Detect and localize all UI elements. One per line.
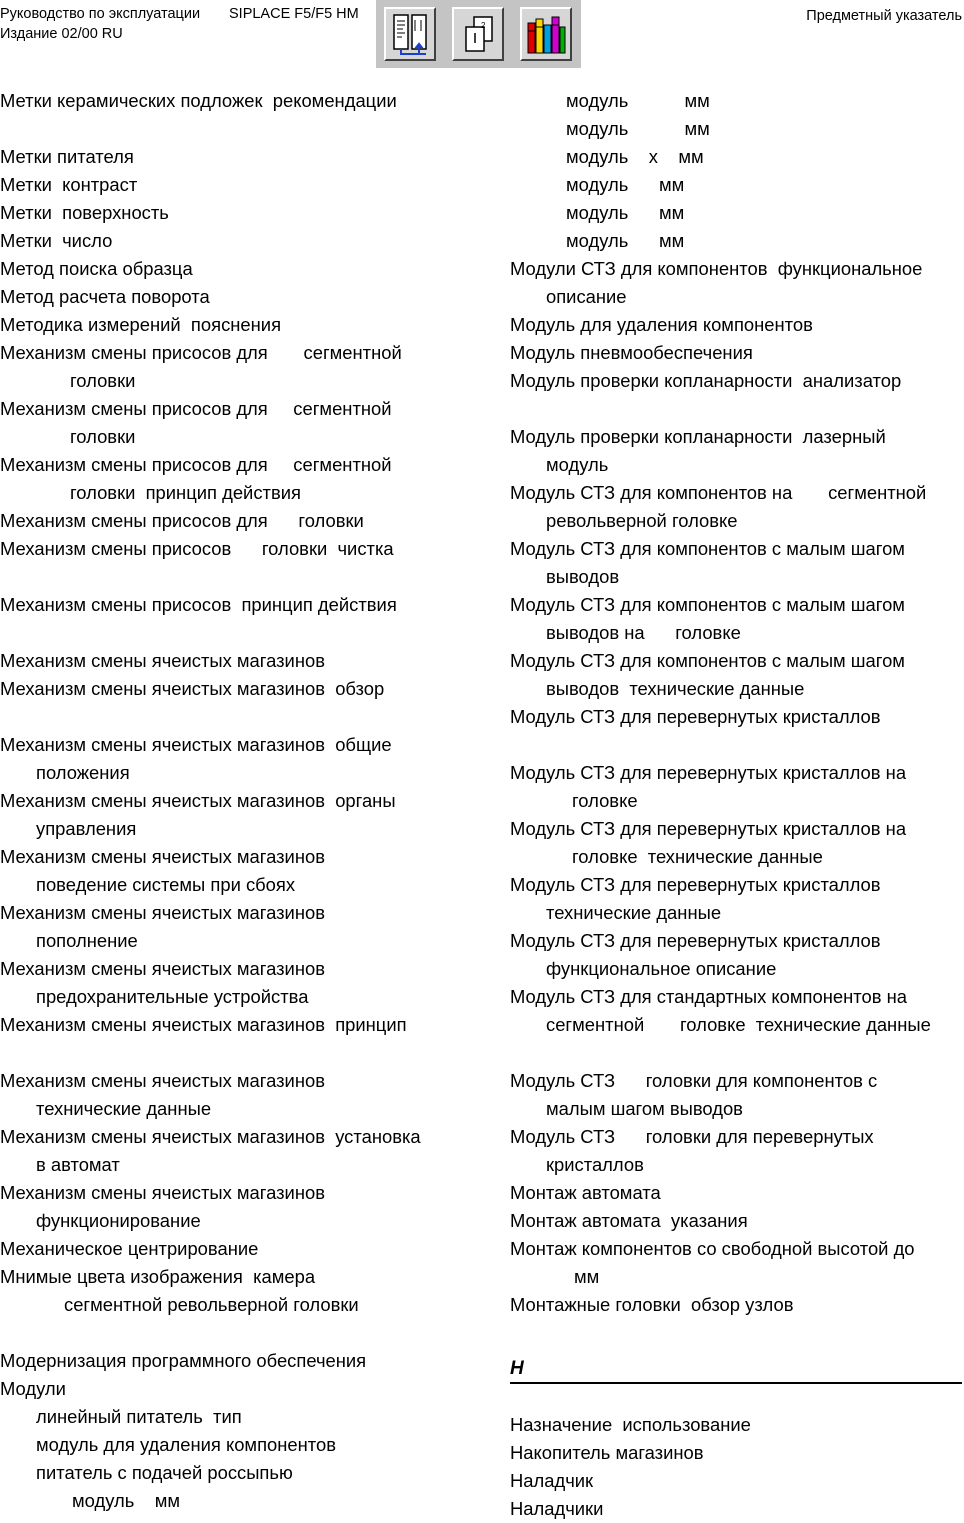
index-column-right	[510, 87, 964, 1523]
index-entry[interactable]: Монтаж компонентов со свободной высотой до	[510, 1238, 915, 1259]
index-subentry[interactable]: поведение системы при сбоях	[36, 874, 296, 895]
index-entry[interactable]: Механизм смены присосов для сегментной	[0, 454, 392, 475]
blank-line	[0, 1039, 470, 1067]
index-entry[interactable]: Механизм смены присосов головки чистка	[0, 538, 394, 559]
index-entry[interactable]: Наладчики	[510, 1498, 604, 1519]
index-entry[interactable]: Модуль СТЗ для перевернутых кристаллов на	[510, 818, 907, 839]
section-title: Предметный указатель	[806, 8, 962, 24]
blank-line	[510, 395, 964, 423]
index-entry[interactable]: Механизм смены ячеистых магазинов обзор	[0, 678, 385, 699]
index-entries-n	[510, 1411, 964, 1523]
index-subentry[interactable]: модуль мм	[566, 202, 685, 223]
index-entry[interactable]: Модуль для удаления компонентов	[510, 314, 813, 335]
index-entry[interactable]: Монтаж автомата указания	[510, 1210, 748, 1231]
index-subentry[interactable]: модуль мм	[72, 1490, 181, 1511]
index-entry[interactable]: Модуль СТЗ для стандартных компонентов на	[510, 986, 907, 1007]
index-entry[interactable]: Модуль СТЗ для компонентов с малым шагом	[510, 538, 905, 559]
index-subentry[interactable]: пополнение	[36, 930, 138, 951]
index-entry[interactable]: Механизм смены ячеистых магазинов	[0, 958, 325, 979]
index-entry[interactable]: Механизм смены ячеистых магазинов	[0, 902, 325, 923]
section-letter: Н	[510, 1358, 524, 1379]
index-entry[interactable]: Модуль СТЗ для перевернутых кристаллов	[510, 874, 881, 895]
index-entry[interactable]: Модуль СТЗ для перевернутых кристаллов	[510, 706, 881, 727]
contents-icon	[388, 11, 432, 57]
section-divider	[510, 1382, 962, 1384]
blank-line	[0, 703, 470, 731]
index-entry[interactable]: Механизм смены ячеистых магазинов	[0, 1182, 325, 1203]
index-subentry[interactable]: кристаллов	[546, 1154, 644, 1175]
index-entry[interactable]: Модуль СТЗ для перевернутых кристаллов	[510, 930, 881, 951]
index-entry[interactable]: Методика измерений пояснения	[0, 314, 282, 335]
index-entry[interactable]: Механическое центрирование	[0, 1238, 259, 1259]
books-icon	[524, 11, 568, 57]
index-entry[interactable]: Механизм смены присосов для сегментной	[0, 398, 392, 419]
blank-line	[0, 563, 470, 591]
index-entry[interactable]: Метки поверхность	[0, 202, 169, 223]
svg-text:2: 2	[481, 21, 486, 30]
index-subentry[interactable]: выводов	[546, 566, 620, 587]
index-subentry[interactable]: в автомат	[36, 1154, 120, 1175]
index-subentry[interactable]: сегментной револьверной головки	[64, 1294, 359, 1315]
product-name: SIPLACE F5/F5 HM	[229, 6, 359, 22]
index-entry[interactable]: Модуль СТЗ для компонентов с малым шагом	[510, 650, 905, 671]
index-entry[interactable]: Механизм смены ячеистых магазинов общие	[0, 734, 392, 755]
index-entry[interactable]: Модуль проверки копланарности лазерный	[510, 426, 886, 447]
index-entry[interactable]: Механизм смены ячеистых магазинов	[0, 1070, 325, 1091]
index-subentry[interactable]: модуль мм	[566, 90, 710, 111]
index-subentry[interactable]: револьверной головке	[546, 510, 738, 531]
index-entry[interactable]: Накопитель магазинов	[510, 1442, 704, 1463]
navigation-toolbar	[376, 0, 581, 68]
index-subentry[interactable]: модуль мм	[566, 174, 685, 195]
contents-button[interactable]	[384, 7, 436, 61]
index-entry[interactable]: Наладчик	[510, 1470, 594, 1491]
blank-line	[510, 731, 964, 759]
index-entry[interactable]: Назначение использование	[510, 1414, 751, 1435]
index-subentry[interactable]: мм	[574, 1266, 600, 1287]
index-entry[interactable]: Мнимые цвета изображения камера	[0, 1266, 316, 1287]
index-subentry[interactable]: модуль х мм	[566, 146, 704, 167]
index-entry[interactable]: Модуль СТЗ головки для перевернутых	[510, 1126, 874, 1147]
index-entry[interactable]: Модуль СТЗ для перевернутых кристаллов на	[510, 762, 907, 783]
index-entry[interactable]: Механизм смены ячеистых магазинов установка	[0, 1126, 421, 1147]
index-subentry[interactable]: головки	[70, 370, 136, 391]
index-subentry[interactable]: модуль мм	[566, 230, 685, 251]
index-subentry[interactable]: головки принцип действия	[70, 482, 301, 503]
index-entry[interactable]: Метод расчета поворота	[0, 286, 210, 307]
index-entry[interactable]: Модернизация программного обеспечения	[0, 1350, 367, 1371]
index-entry[interactable]: Механизм смены ячеистых магазинов	[0, 846, 325, 867]
index-entry[interactable]: Механизм смены присосов принцип действия	[0, 594, 397, 615]
index-entry[interactable]: Модули СТЗ для компонентов функциональное	[510, 258, 923, 279]
index-entry[interactable]: Механизм смены ячеистых магазинов	[0, 650, 325, 671]
blank-line	[0, 619, 470, 647]
index-entry[interactable]: Метод поиска образца	[0, 258, 193, 279]
index-entry[interactable]: Монтажные головки обзор узлов	[510, 1294, 794, 1315]
index-entry[interactable]: Модуль СТЗ для компонентов на сегментной	[510, 482, 927, 503]
index-subentry[interactable]: функционирование	[36, 1210, 201, 1231]
index-subentry[interactable]: управления	[36, 818, 137, 839]
index-subentry[interactable]: технические данные	[546, 902, 722, 923]
index-entry[interactable]: Метки питателя	[0, 146, 134, 167]
index-entry[interactable]: Монтаж автомата	[510, 1182, 661, 1203]
index-entry[interactable]: Модули	[0, 1378, 66, 1399]
index-entry[interactable]: Метки число	[0, 230, 113, 251]
blank-line	[0, 115, 470, 143]
index-entry[interactable]: Механизм смены ячеистых магазинов принцип	[0, 1014, 407, 1035]
index-entry[interactable]: Механизм смены присосов для головки	[0, 510, 364, 531]
blank-line	[0, 1319, 470, 1347]
index-subentry[interactable]: положения	[36, 762, 130, 783]
index-column-left	[0, 87, 470, 1515]
blank-line	[510, 1039, 964, 1067]
index-subentry[interactable]: модуль	[546, 454, 609, 475]
index-entry[interactable]: Метки контраст	[0, 174, 138, 195]
index-entry[interactable]: Механизм смены ячеистых магазинов органы	[0, 790, 396, 811]
index-subentry[interactable]: выводов на головке	[546, 622, 741, 643]
pages-button[interactable]	[452, 7, 504, 61]
index-subentry[interactable]: головке	[572, 790, 638, 811]
index-subentry[interactable]: линейный питатель тип	[36, 1406, 242, 1427]
index-subentry[interactable]: головки	[70, 426, 136, 447]
index-subentry[interactable]: выводов технические данные	[546, 678, 805, 699]
index-entries-m-continued	[510, 87, 964, 1347]
index-entry[interactable]: Модуль пневмообеспечения	[510, 342, 753, 363]
index-subentry[interactable]: модуль мм	[566, 118, 710, 139]
index-subentry[interactable]: функциональное описание	[546, 958, 777, 979]
index-subentry[interactable]: технические данные	[36, 1098, 212, 1119]
doc-title: Руководство по эксплуатации	[0, 6, 201, 22]
index-entry[interactable]: Модуль СТЗ для компонентов с малым шагом	[510, 594, 905, 615]
index-subentry[interactable]: питатель с подачей россыпью	[36, 1462, 293, 1483]
pages-icon	[456, 11, 500, 57]
index-entry[interactable]: Модуль проверки копланарности анализатор	[510, 370, 902, 391]
edition: Издание 02/00 RU	[0, 26, 123, 42]
index-subentry[interactable]: головке технические данные	[572, 846, 823, 867]
index-subentry[interactable]: модуль для удаления компонентов	[36, 1434, 337, 1455]
blank-line	[510, 1319, 964, 1347]
index-subentry[interactable]: малым шагом выводов	[546, 1098, 743, 1119]
index-entry[interactable]: Модуль СТЗ головки для компонентов с	[510, 1070, 878, 1091]
index-subentry[interactable]: описание	[546, 286, 627, 307]
library-button[interactable]	[520, 7, 572, 61]
index-entry[interactable]: Метки керамических подложек рекомендации	[0, 90, 397, 111]
header-doc-info	[0, 4, 200, 44]
index-subentry[interactable]: предохранительные устройства	[36, 986, 309, 1007]
index-subentry[interactable]: сегментной головке технические данные	[546, 1014, 931, 1035]
index-entry[interactable]: Механизм смены присосов для сегментной	[0, 342, 402, 363]
